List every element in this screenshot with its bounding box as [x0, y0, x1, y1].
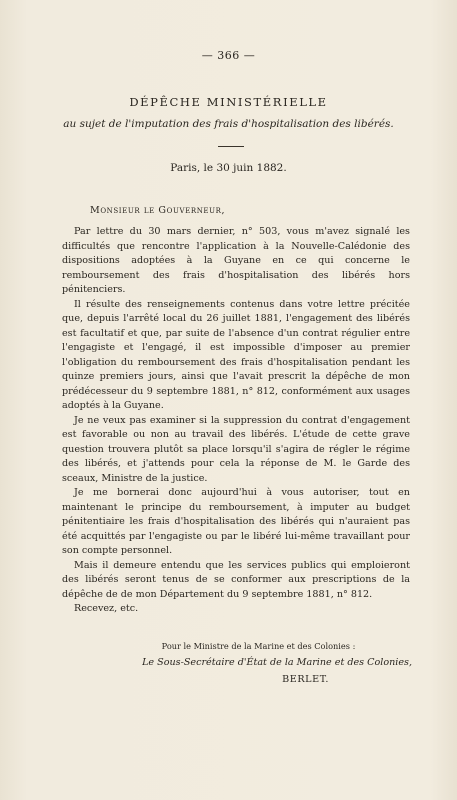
paragraph-5: Mais il demeure entendu que les services publics qui emploieront des libérés seront tenus de se conformer aux prescriptions de la dépêche de de mon Département du 9 septembre 1881, n° 812. — [62, 559, 410, 600]
document-subtitle: au sujet de l'imputation des frais d'hospitalisation des libérés. — [63, 118, 394, 130]
paragraph-3: Je ne veux pas examiner si la suppression du contrat d'engagement est favorable ou non au travail des libérés. L'étude de cette grave question trouvera plutôt sa place lorsqu'il s'agira de régler le régime des libérés, et j'attends pour cela la réponse de M. le Garde des sceaux, Ministre de la justice. — [62, 414, 410, 484]
salutation: Monsieur le Gouverneur, — [90, 205, 226, 216]
document-title: DÉPÊCHE MINISTÉRIELLE — [129, 95, 328, 109]
paragraph-2: Il résulte des renseignements contenus dans votre lettre précitée que, depuis l'arrêté local du 26 juillet 1881, l'engagement des libérés est facultatif et que, par suite de l'absence d'un contrat régulier entre l'engagiste et l'engagé, il est impossible d'imposer au premier l'obligation du remboursement des frais d'hospitalisation pendant les quinze premiers jours, ainsi que l'avait prescrit la dépêche de mon prédécesseur du 9 septembre 1881, n° 812, conformément aux usages adoptés à la Guyane. — [62, 298, 410, 411]
letter-body — [62, 225, 410, 617]
page-number: — 366 — — [201, 49, 256, 62]
signature-name: BERLET. — [282, 674, 329, 685]
closing-formula: Recevez, etc. — [74, 603, 139, 614]
signature-department: Pour le Ministre de la Marine et des Colonies : — [161, 641, 356, 651]
dateline: Paris, le 30 juin 1882. — [170, 162, 287, 174]
paragraph-4: Je me bornerai donc aujourd'hui à vous autoriser, tout en maintenant le principe du remboursement, à imputer au budget pénitentiaire les frais d'hospitalisation des libérés qui n'auraient pas été acquittés par l'engagiste ou par le libéré lui-même travaillant pour son compte personnel. — [62, 487, 410, 556]
paragraph-1: Par lettre du 30 mars dernier, n° 503, vous m'avez signalé les difficultés que rencontre l'application à la Nouvelle-Calédonie des dispositions adoptées à la Guyane en ce qui concerne le remboursement des frais d'hospitalisation des libérés hors pénitenciers. — [62, 226, 410, 295]
signature-title: Le Sous-Secrétaire d'État de la Marine et des Colonies, — [142, 657, 412, 668]
title-divider — [218, 146, 244, 147]
